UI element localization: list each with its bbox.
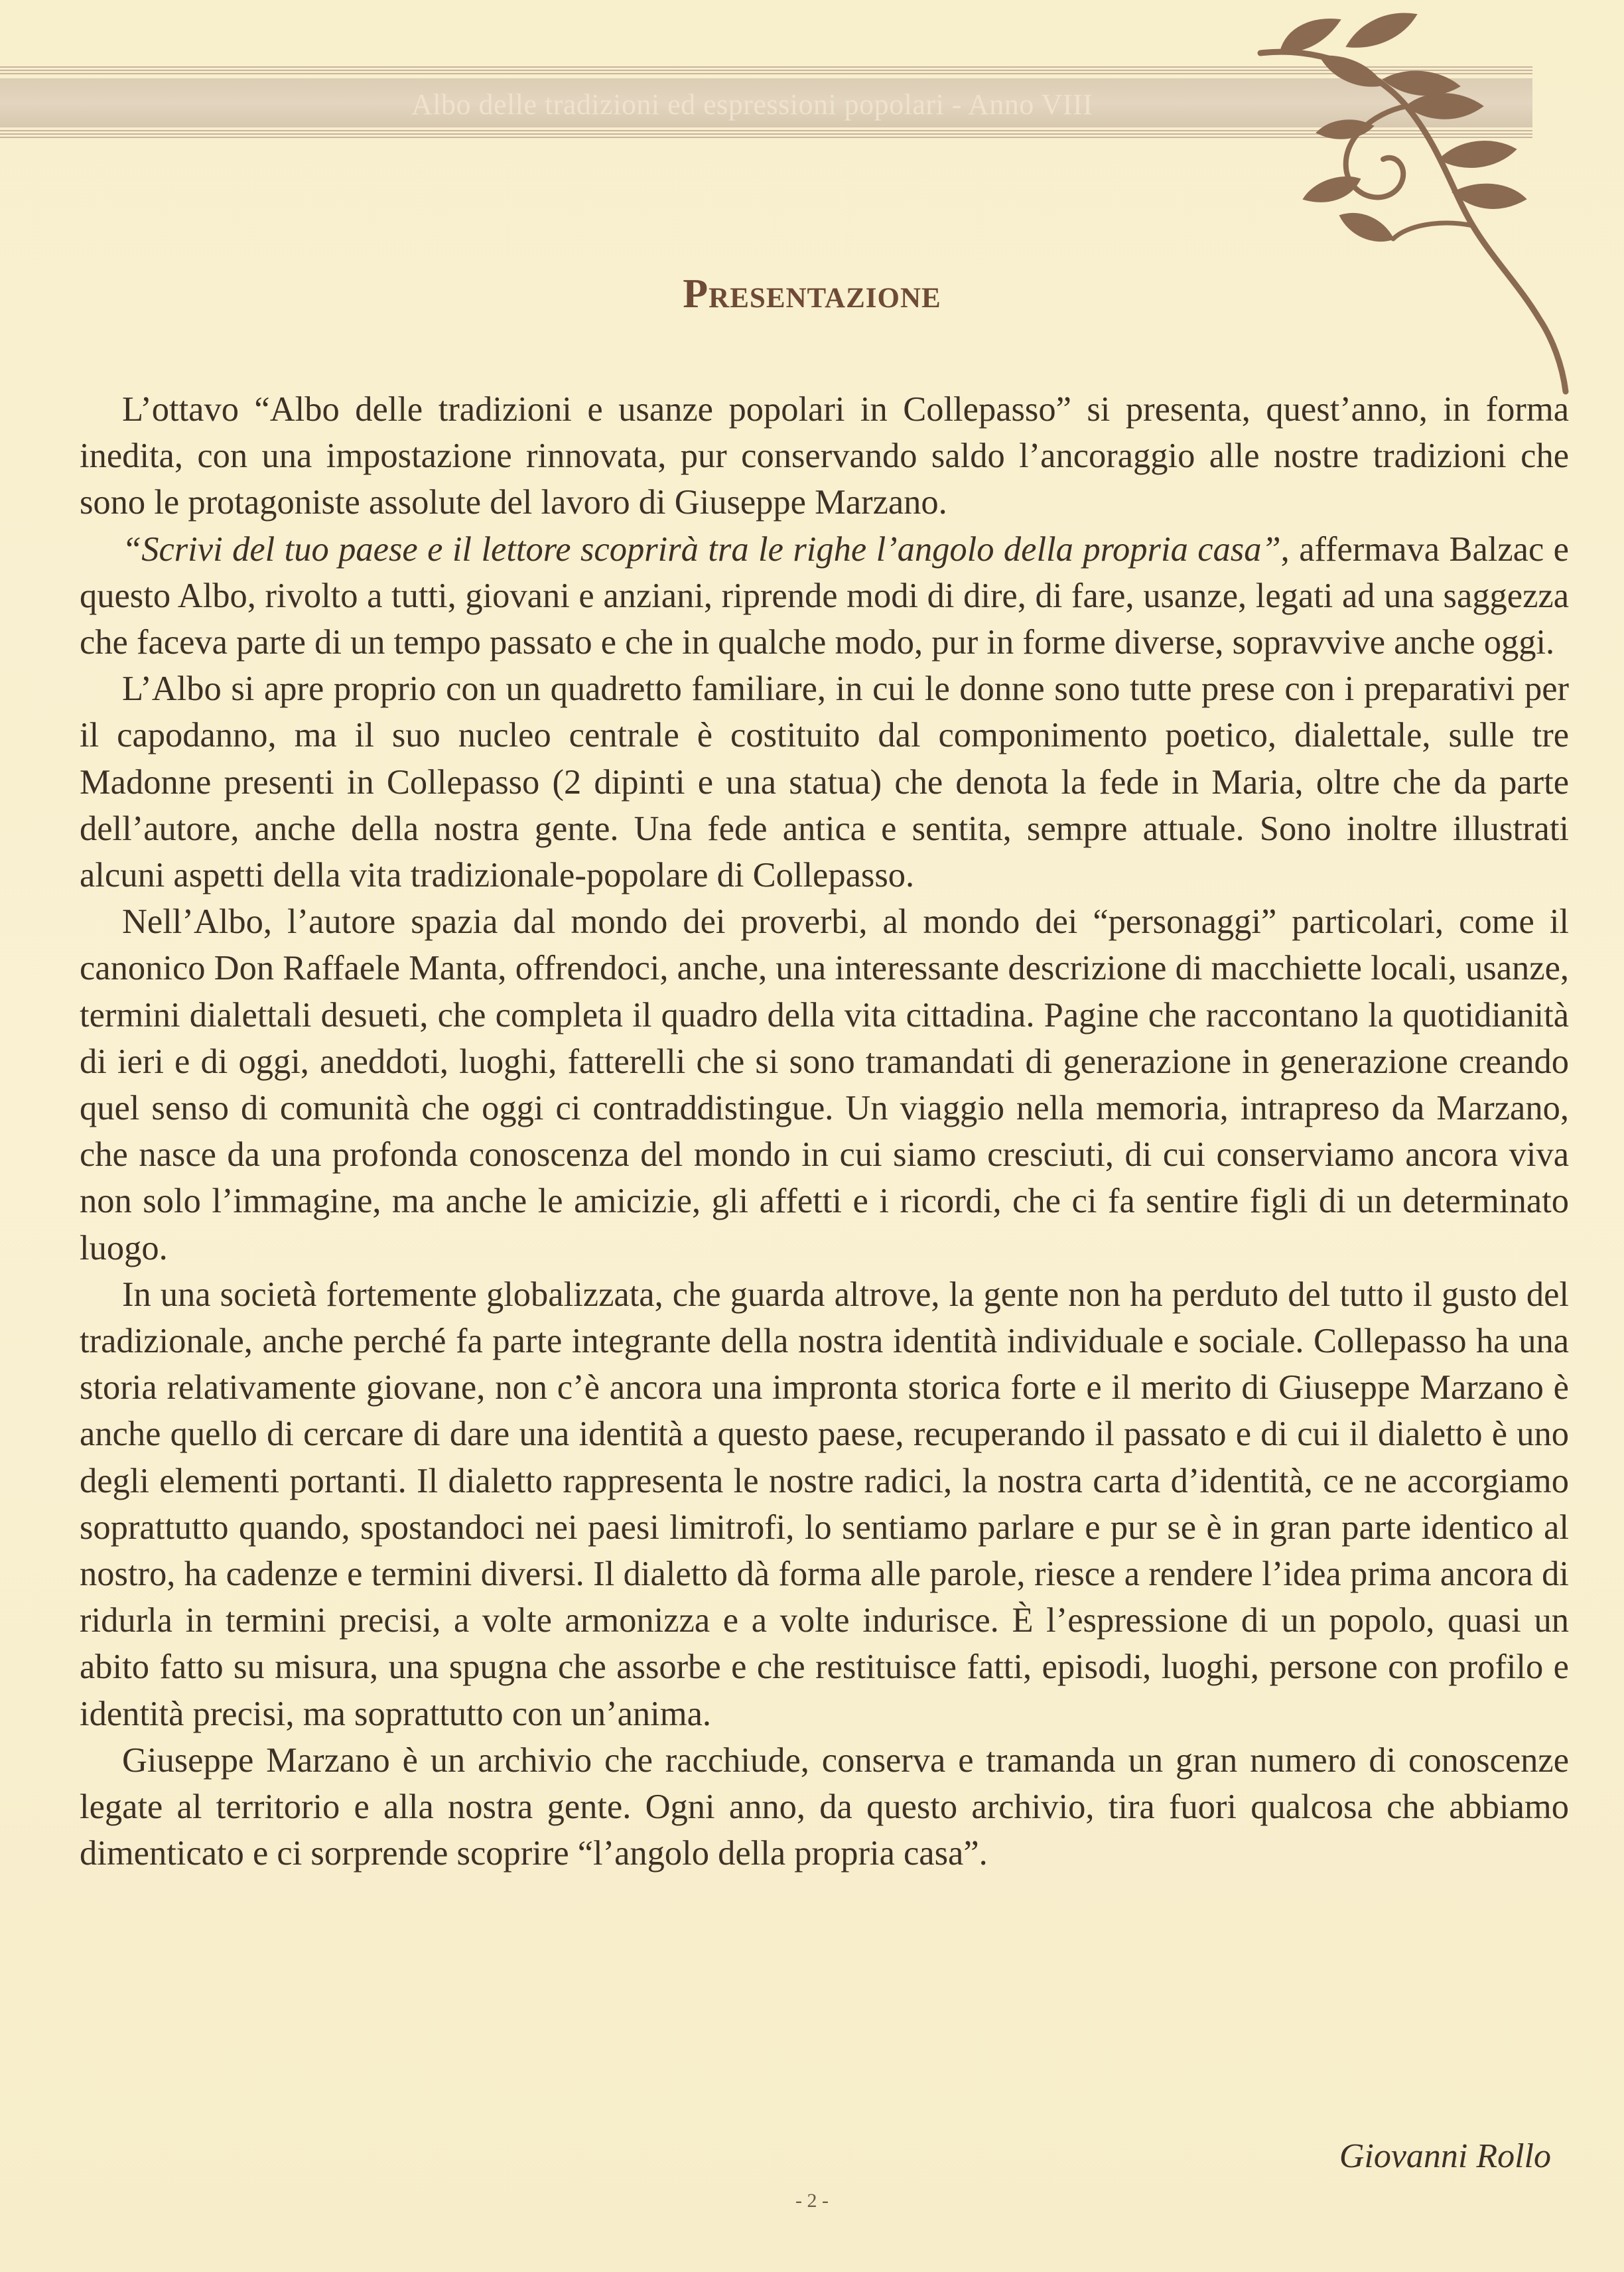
balzac-quote: “Scrivi del tuo paese e il lettore scoprirà tra le righe l’angolo della propria casa” [122,530,1281,569]
running-title: Albo delle tradizioni ed espressioni popolari - Anno VIII [411,88,1093,121]
paragraph-6: Giuseppe Marzano è un archivio che racchiude, conserva e tramanda un gran numero di conoscenze legate al territorio e alla nostra gente. Ogni anno, da questo archivio, tira fuori qualcosa che abbiamo dimenticato e ci sorprende scoprire “l’angolo della propria casa”. [80,1740,1569,1873]
paragraph-2 [80,526,1569,666]
leaf-branch-icon [1241,7,1586,405]
paragraph-4: Nell’Albo, l’autore spazia dal mondo dei proverbi, al mondo dei “personaggi” particolari, come il canonico Don Raffaele Manta, offrendoci, anche, una interessante descrizione di macchiette locali, usanze, termini dialettali desueti, che completa il quadro della vita cittadina. Pagine che raccontano la quotidianità di ieri e di oggi, aneddoti, luoghi, fatterelli che si sono tramandati di generazione in generazione creando quel senso di comunità che oggi ci contraddistingue. Un viaggio nella memoria, intrapreso da Marzano, che nasce da una profonda conoscenza del mondo in cui siamo cresciuti, di cui conserviamo ancora viva non solo l’immagine, ma anche le amicizie, gli affetti e i ricordi, che ci fa sentire figli di un determinato luogo. [80,902,1569,1267]
paragraph-2-text: , affermava Balzac e questo Albo, rivolto a tutti, giovani e anziani, riprende modi di dire, di fare, usanze, legati ad una saggezza che faceva parte di un tempo passato e che in qualche modo, pur in forme diverse, sopravvive anche oggi. [80,530,1569,662]
paragraph-3: L’Albo si apre proprio con un quadretto familiare, in cui le donne sono tutte prese con i preparativi per il capodanno, ma il suo nucleo centrale è costituito dal componimento poetico, dialettale, sulle tre Madonne presenti in Collepasso (2 dipinti e una statua) che denota la fede in Maria, oltre che da parte dell’autore, anche della nostra gente. Una fede antica e sentita, sempre attuale. Sono inoltre illustrati alcuni aspetti della vita tradizionale-popolare di Collepasso. [80,670,1569,895]
paragraph-1: L’ottavo “Albo delle tradizioni e usanze popolari in Collepasso” si presenta, quest’anno, in forma inedita, con una impostazione rinnovata, pur conservando saldo l’ancoraggio alle nostre tradizioni che sono le protagoniste assolute del lavoro di Giuseppe Marzano. [80,390,1569,522]
page-title: Presentazione [683,271,941,317]
author-signature: Giovanni Rollo [1339,2137,1551,2175]
body-text [80,386,1569,1877]
page-number: - 2 - [795,2190,829,2212]
paragraph-5: In una società fortemente globalizzata, che guarda altrove, la gente non ha perduto del tutto il gusto del tradizionale, anche perché fa parte integrante della nostra identità individuale e sociale. Collepasso ha una storia relativamente giovane, non c’è ancora una impronta storica forte e il merito di Giuseppe Marzano è anche quello di cercare di dare una identità a questo paese, recuperando il passato e di cui il dialetto è uno degli elementi portanti. Il dialetto rappresenta le nostre radici, la nostra carta d’identità, ce ne accorgiamo soprattutto quando, spostandoci nei paesi limitrofi, lo sentiamo parlare e pur se è in gran parte identico al nostro, ha cadenze e termini diversi. Il dialetto dà forma alle parole, riesce a rendere l’idea prima ancora di ridurla in termini precisi, a volte armonizza e a volte indurisce. È l’espressione di un popolo, quasi un abito fatto su misura, una spugna che assorbe e che restituisce fatti, episodi, luoghi, persone con profilo e identità precisi, ma soprattutto con un’anima. [80,1275,1569,1733]
